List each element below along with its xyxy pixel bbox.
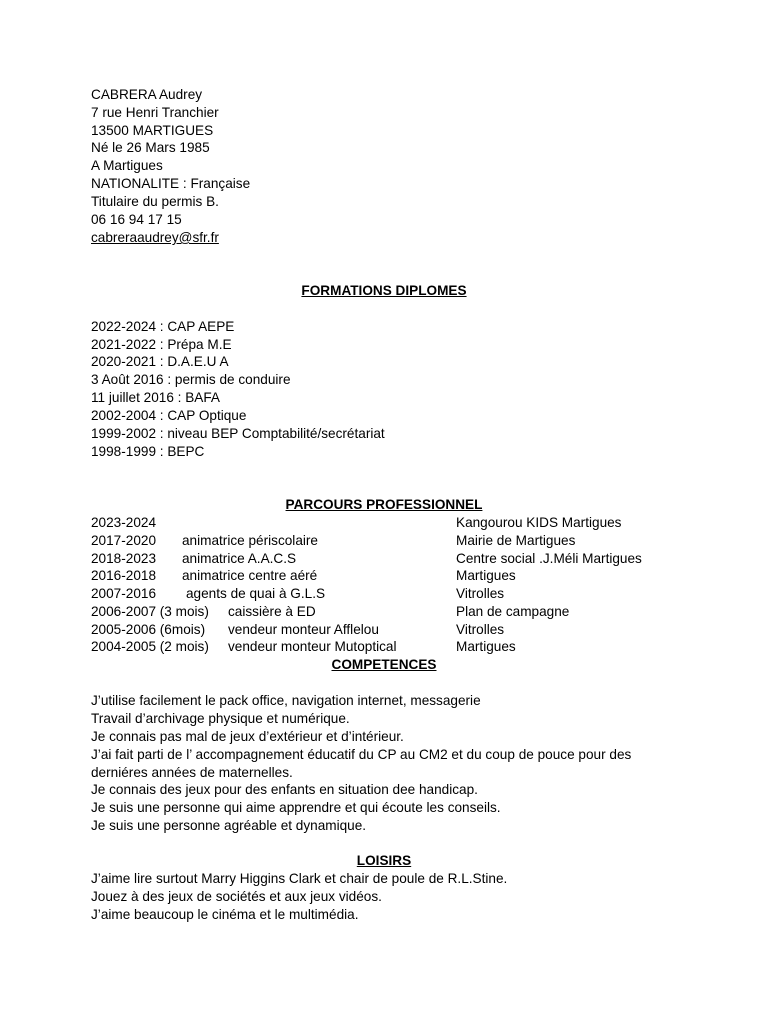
competences-heading: COMPETENCES — [331, 657, 437, 672]
parcours-place: Kangourou KIDS Martigues — [456, 515, 622, 530]
contact-email-link[interactable]: cabreraaudrey@sfr.fr — [91, 230, 219, 245]
formation-item: 2021-2022 : Prépa M.E — [91, 337, 232, 352]
parcours-role: agents de quai à G.L.S — [186, 586, 326, 601]
formations-heading: FORMATIONS DIPLOMES — [301, 283, 467, 298]
parcours-place: Martigues — [456, 568, 516, 583]
parcours-period: 2004-2005 (2 mois) — [91, 639, 209, 654]
competence-line: Je suis une personne agréable et dynamique. — [91, 818, 367, 833]
parcours-role: vendeur monteur Mutoptical — [228, 639, 397, 654]
formation-item: 1999-2002 : niveau BEP Comptabilité/secrétariat — [91, 426, 385, 441]
contact-nationality: NATIONALITE : Française — [91, 176, 251, 191]
parcours-role: caissière à ED — [228, 604, 316, 619]
contact-city: 13500 MARTIGUES — [91, 123, 214, 138]
parcours-place: Plan de campagne — [456, 604, 570, 619]
parcours-period: 2006-2007 (3 mois) — [91, 604, 209, 619]
formation-item: 1998-1999 : BEPC — [91, 444, 205, 459]
parcours-role: vendeur monteur Afflelou — [228, 622, 379, 637]
loisir-line: J’aime beaucoup le cinéma et le multimédia. — [91, 907, 359, 922]
parcours-place: Vitrolles — [456, 586, 505, 601]
competence-line: Je connais des jeux pour des enfants en situation dee handicap. — [91, 782, 478, 797]
parcours-place: Mairie de Martigues — [456, 533, 576, 548]
formation-item: 2020-2021 : D.A.E.U A — [91, 354, 229, 369]
parcours-role: animatrice centre aéré — [182, 568, 318, 583]
competence-line: Je suis une personne qui aime apprendre et qui écoute les conseils. — [91, 800, 501, 815]
formation-item: 2002-2004 : CAP Optique — [91, 408, 247, 423]
loisir-line: Jouez à des jeux de sociétés et aux jeux vidéos. — [91, 889, 382, 904]
formation-item: 2022-2024 : CAP AEPE — [91, 319, 235, 334]
competence-line: Je connais pas mal de jeux d’extérieur et d’intérieur. — [91, 729, 404, 744]
contact-license: Titulaire du permis B. — [91, 194, 219, 209]
parcours-period: 2017-2020 — [91, 533, 157, 548]
parcours-heading: PARCOURS PROFESSIONNEL — [285, 497, 483, 512]
competence-line: Travail d’archivage physique et numérique. — [91, 711, 350, 726]
formation-item: 3 Août 2016 : permis de conduire — [91, 372, 291, 387]
parcours-period: 2005-2006 (6mois) — [91, 622, 206, 637]
parcours-place: Centre social .J.Méli Martigues — [456, 551, 642, 566]
contact-name: CABRERA Audrey — [91, 87, 203, 102]
competence-line: J’utilise facilement le pack office, navigation internet, messagerie — [91, 693, 481, 708]
parcours-place: Vitrolles — [456, 622, 505, 637]
parcours-place: Martigues — [456, 639, 516, 654]
contact-street: 7 rue Henri Tranchier — [91, 105, 219, 120]
parcours-period: 2016-2018 — [91, 568, 157, 583]
competence-line: J’ai fait parti de l’ accompagnement éducatif du CP au CM2 et du coup de pouce pour des — [91, 747, 632, 762]
contact-phone: 06 16 94 17 15 — [91, 212, 182, 227]
contact-birthplace: A Martigues — [91, 158, 163, 173]
contact-birthdate: Né le 26 Mars 1985 — [91, 140, 210, 155]
loisir-line: J’aime lire surtout Marry Higgins Clark et chair de poule de R.L.Stine. — [91, 871, 508, 886]
parcours-role: animatrice périscolaire — [182, 533, 318, 548]
parcours-role: animatrice A.A.C.S — [182, 551, 297, 566]
loisirs-heading: LOISIRS — [356, 853, 412, 868]
competence-line: derniéres années de maternelles. — [91, 765, 293, 780]
parcours-period: 2007-2016 — [91, 586, 157, 601]
parcours-period: 2018-2023 — [91, 551, 157, 566]
formation-item: 11 juillet 2016 : BAFA — [91, 390, 220, 405]
parcours-period: 2023-2024 — [91, 515, 157, 530]
